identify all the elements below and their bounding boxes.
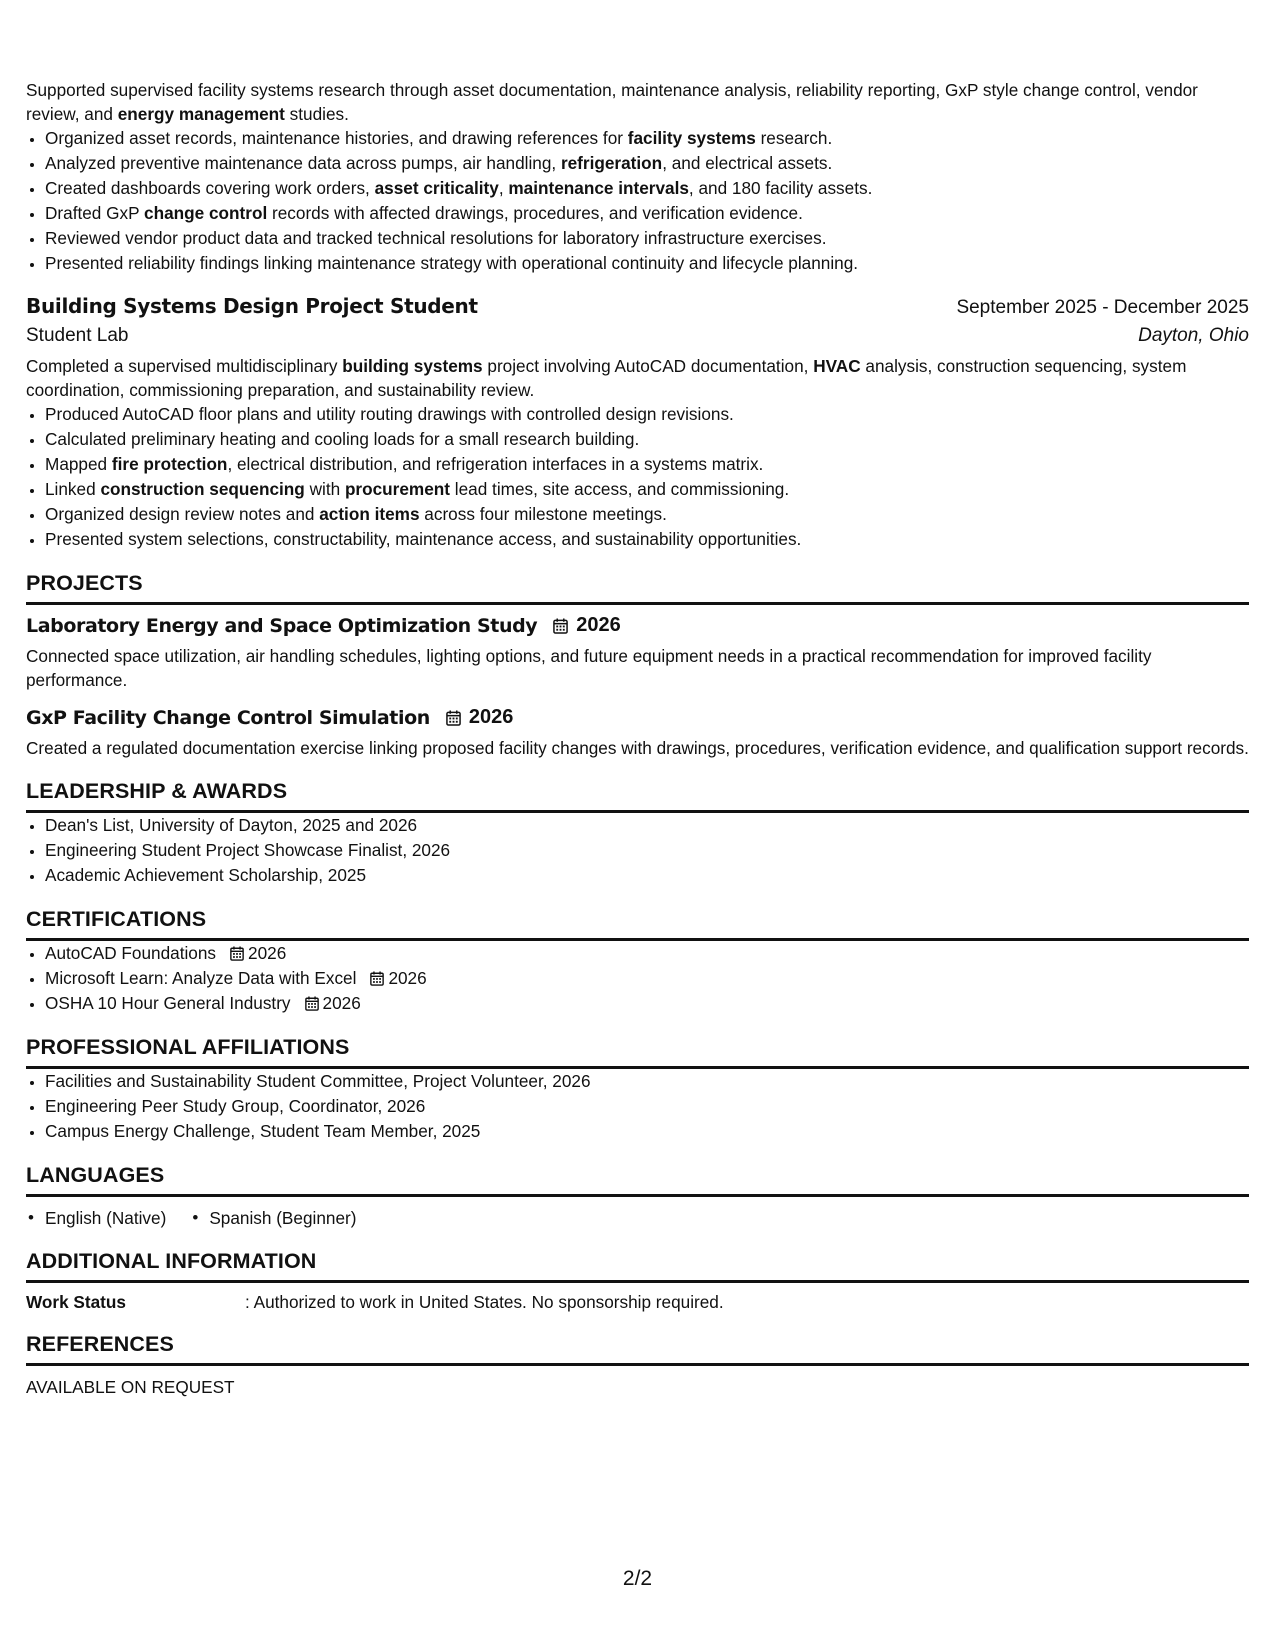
list-item (45, 251, 1249, 276)
work-status-value: : Authorized to work in United States. No sponsorship required. (245, 1292, 724, 1312)
list-item: • Dean's List, University of Dayton, 2025 and 2026 (45, 813, 1249, 838)
role-organization: Student Lab (26, 325, 129, 346)
list-item (45, 477, 1249, 502)
role-header (26, 294, 1249, 319)
project-header (26, 706, 1249, 729)
list-item: • Engineering Peer Study Group, Coordinator, 2026 (45, 1094, 1249, 1119)
project-header (26, 614, 1249, 637)
calendar-icon (553, 618, 568, 634)
bold-keyword: maintenance intervals (508, 178, 689, 198)
list-item (45, 452, 1249, 477)
text-run: , electrical distribution, and refrigeration interfaces in a systems matrix. (227, 454, 764, 474)
section-heading: LEADERSHIP & AWARDS (26, 779, 1249, 813)
text-run: Presented reliability findings linking maintenance strategy with operational continuity and lifecycle planning. (45, 253, 859, 273)
list-item (45, 527, 1249, 552)
bold-keyword: refrigeration (560, 153, 663, 173)
bold-keyword: asset criticality (374, 178, 499, 198)
text-run: Created dashboards covering work orders, (45, 178, 375, 198)
certification-item (45, 941, 1249, 966)
certification-year: 2026 (322, 993, 361, 1013)
certification-item (45, 966, 1249, 991)
text-run: , and electrical assets. (662, 153, 833, 173)
list-item: • Engineering Student Project Showcase Finalist, 2026 (45, 838, 1249, 863)
text-run: Drafted GxP (45, 203, 145, 223)
list-item (45, 201, 1249, 226)
text-run: Presented system selections, constructability, maintenance access, and sustainability opportunities. (45, 529, 802, 549)
calendar-icon (370, 971, 384, 986)
intro-bullets (26, 126, 1249, 276)
bold-keyword: facility systems (627, 128, 756, 148)
text-run: project involving AutoCAD documentation, (482, 356, 814, 376)
leadership-section (26, 779, 1249, 888)
list-item (45, 151, 1249, 176)
list-item: • Spanish (Beginner) (190, 1206, 356, 1230)
bold-keyword: fire protection (111, 454, 228, 474)
references-section (26, 1332, 1249, 1398)
list-item (45, 226, 1249, 251)
list-item: • Academic Achievement Scholarship, 2025 (45, 863, 1249, 888)
project-description: Created a regulated documentation exercise linking proposed facility changes with drawings, procedures, verification evidence, and qualification support records. (26, 738, 1249, 758)
role-location: Dayton, Ohio (1138, 325, 1249, 346)
section-heading: PROFESSIONAL AFFILIATIONS (26, 1035, 1249, 1069)
text-run: Reviewed vendor product data and tracked technical resolutions for laboratory infrastructure exercises. (45, 228, 827, 248)
certification-name: Microsoft Learn: Analyze Data with Excel (45, 968, 357, 988)
calendar-icon (230, 946, 244, 961)
project-year: 2026 (576, 614, 621, 636)
work-status-row (26, 1292, 1249, 1313)
text-run: , (498, 178, 509, 198)
languages-section (26, 1163, 1249, 1230)
certification-name: AutoCAD Foundations (45, 943, 217, 963)
role-summary (26, 354, 1249, 402)
text-run: Organized design review notes and (45, 504, 320, 524)
bold-keyword: building systems (342, 356, 483, 376)
bold-keyword: HVAC (813, 356, 861, 376)
text-run: analysis, construction sequencing, system coordination, commissioning preparation, and sustainability review. (26, 356, 1187, 400)
text-run: across four milestone meetings. (419, 504, 667, 524)
work-status-label: Work Status (26, 1292, 126, 1312)
text-run: Mapped (45, 454, 112, 474)
project-item (26, 614, 1249, 692)
list-item (45, 402, 1249, 427)
list-item (45, 502, 1249, 527)
bold-keyword: procurement (344, 479, 450, 499)
text-run: Completed a supervised multidisciplinary (26, 356, 343, 376)
affiliations-list (26, 1069, 1249, 1144)
project-year: 2026 (468, 706, 514, 728)
text-run: research. (755, 128, 833, 148)
additional-section (26, 1249, 1249, 1313)
section-heading: PROJECTS (26, 571, 1249, 605)
project-title: GxP Facility Change Control Simulation (26, 706, 430, 729)
page-number: 2/2 (622, 1567, 653, 1590)
list-item (45, 176, 1249, 201)
list-item: • Facilities and Sustainability Student Committee, Project Volunteer, 2026 (45, 1069, 1249, 1094)
bold-keyword: change control (144, 203, 268, 223)
bold-keyword: action items (319, 504, 420, 524)
project-item (26, 706, 1249, 760)
list-item (45, 126, 1249, 151)
languages-list (26, 1206, 1249, 1230)
text-run: Produced AutoCAD floor plans and utility routing drawings with controlled design revisions. (45, 404, 734, 424)
projects-section (26, 571, 1249, 760)
certification-year: 2026 (388, 968, 427, 988)
section-heading: CERTIFICATIONS (26, 907, 1249, 941)
text-run: , and 180 facility assets. (688, 178, 873, 198)
calendar-icon (305, 996, 319, 1011)
text-run: studies. (284, 104, 349, 124)
project-title: Laboratory Energy and Space Optimization Study (26, 614, 538, 637)
section-heading: REFERENCES (26, 1332, 1249, 1366)
leadership-list (26, 813, 1249, 888)
list-item: • English (Native) (26, 1206, 166, 1230)
text-run: Analyzed preventive maintenance data across pumps, air handling, (45, 153, 561, 173)
text-run: lead times, site access, and commissioning. (450, 479, 790, 499)
section-heading: ADDITIONAL INFORMATION (26, 1249, 1249, 1283)
role-dates: September 2025 - December 2025 (956, 297, 1249, 318)
intro-summary (26, 78, 1249, 126)
section-heading: LANGUAGES (26, 1163, 1249, 1197)
list-item: • Campus Energy Challenge, Student Team Member, 2025 (45, 1119, 1249, 1144)
resume-page (26, 78, 1249, 1398)
role-bullets (26, 402, 1249, 552)
text-run: records with affected drawings, procedures, and verification evidence. (267, 203, 803, 223)
certification-name: OSHA 10 Hour General Industry (45, 993, 291, 1013)
projects-list (26, 614, 1249, 760)
text-run: Organized asset records, maintenance histories, and drawing references for (45, 128, 628, 148)
role-title: Building Systems Design Project Student (26, 294, 478, 318)
certification-item (45, 991, 1249, 1016)
project-description: Connected space utilization, air handling schedules, lighting options, and future equipment needs in a practical recommendation for improved facility performance. (26, 646, 1152, 690)
bold-keyword: energy management (117, 104, 285, 124)
certification-year: 2026 (248, 943, 287, 963)
role-subheader (26, 325, 1249, 347)
certifications-list (26, 941, 1249, 1016)
bold-keyword: construction sequencing (100, 479, 305, 499)
affiliations-section (26, 1035, 1249, 1144)
text-run: Linked (45, 479, 101, 499)
text-run: with (304, 479, 345, 499)
calendar-icon (446, 710, 461, 726)
list-item (45, 427, 1249, 452)
text-run: Calculated preliminary heating and cooling loads for a small research building. (45, 429, 640, 449)
certifications-section (26, 907, 1249, 1016)
text-run: Supported supervised facility systems research through asset documentation, maintenance analysis, reliability reporting, GxP style change control, vendor review, and (26, 80, 1198, 124)
references-text: AVAILABLE ON REQUEST (26, 1377, 235, 1397)
